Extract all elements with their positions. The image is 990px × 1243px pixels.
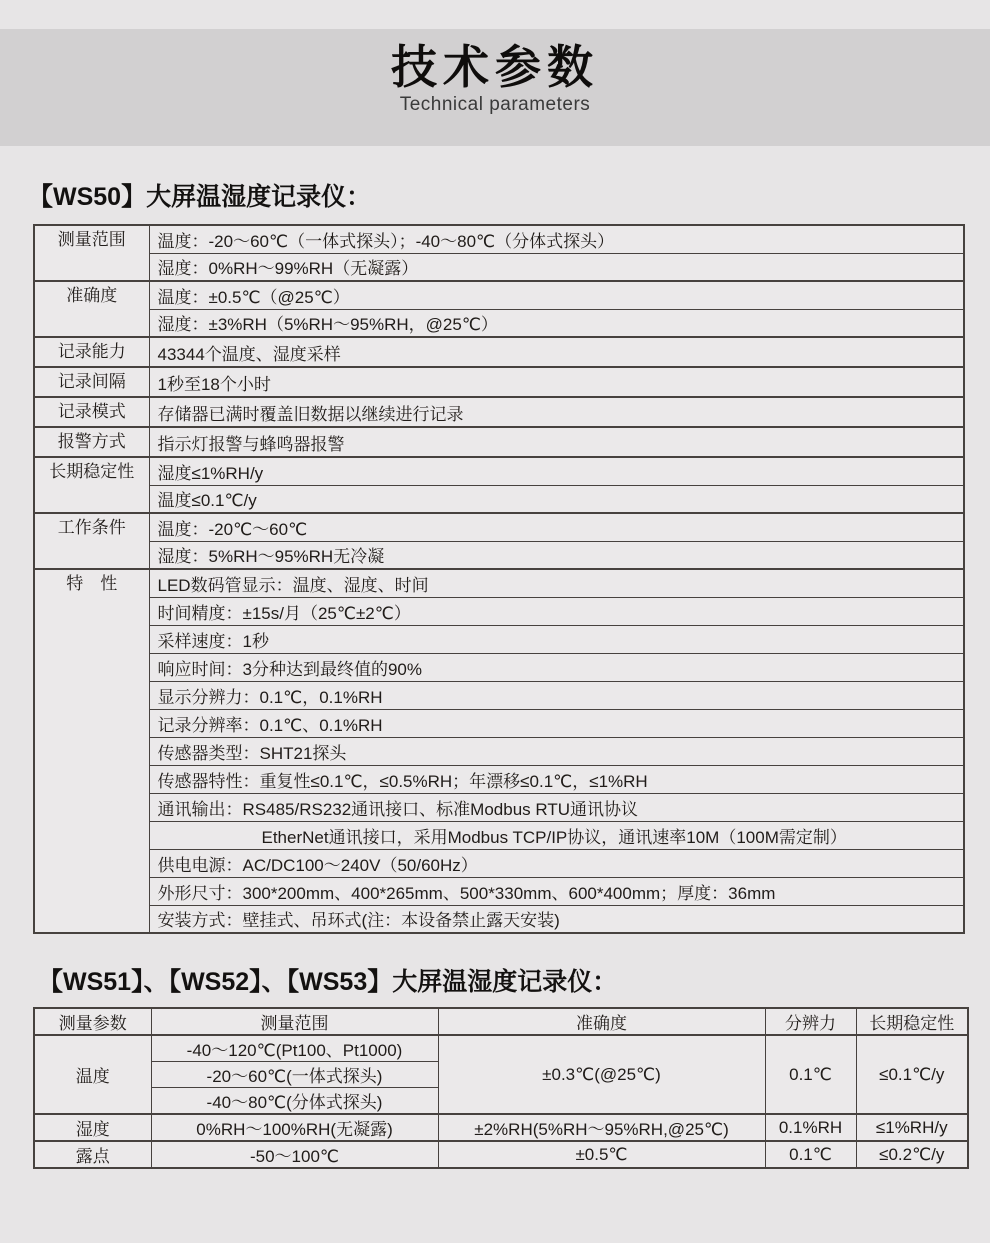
param-stability: ≤0.2℃/y [856, 1141, 968, 1168]
column-header: 长期稳定性 [856, 1008, 968, 1035]
spec-value: 湿度：0%RH～99%RH（无凝露） [149, 253, 964, 281]
param-name: 湿度 [34, 1114, 151, 1141]
header-banner [0, 29, 990, 146]
spec-row [34, 281, 964, 309]
ws50-spec-table [33, 224, 965, 934]
page-title: 技术参数 [391, 41, 599, 93]
spec-row [34, 877, 964, 905]
spec-row [34, 849, 964, 877]
spec-row [34, 597, 964, 625]
spec-row [34, 513, 964, 541]
spec-value: 外形尺寸：300*200mm、400*265mm、500*330mm、600*400mm；厚度：36mm [149, 877, 964, 905]
spec-row [34, 709, 964, 737]
param-range: -50～100℃ [151, 1141, 438, 1168]
spec-row [34, 485, 964, 513]
spec-group-label: 记录模式 [34, 397, 149, 427]
spec-group-label: 特 性 [34, 569, 149, 933]
spec-value: 存储器已满时覆盖旧数据以继续进行记录 [149, 397, 964, 427]
spec-row [34, 681, 964, 709]
spec-value: 安装方式：壁挂式、吊环式(注：本设备禁止露天安装) [149, 905, 964, 933]
ws51-header-row [34, 1008, 968, 1035]
spec-value: 温度≤0.1℃/y [149, 485, 964, 513]
spec-value: 43344个温度、湿度采样 [149, 337, 964, 367]
spec-row [34, 653, 964, 681]
ws51-table-body [34, 1035, 968, 1168]
param-name: 温度 [34, 1035, 151, 1114]
page [0, 29, 990, 1169]
param-range: -20～60℃(一体式探头) [151, 1062, 438, 1088]
column-header: 分辨力 [765, 1008, 856, 1035]
spec-row [34, 569, 964, 597]
spec-value: 湿度≤1%RH/y [149, 457, 964, 485]
spec-value: 通讯输出：RS485/RS232通讯接口、标准Modbus RTU通讯协议 [149, 793, 964, 821]
spec-value: 温度：-20～60℃（一体式探头）；-40～80℃（分体式探头） [149, 225, 964, 253]
spec-group-label: 准确度 [34, 281, 149, 337]
spec-value: 显示分辨力：0.1℃，0.1%RH [149, 681, 964, 709]
spec-value: 湿度：5%RH～95%RH无冷凝 [149, 541, 964, 569]
param-resolution: 0.1℃ [765, 1035, 856, 1114]
spec-row [34, 905, 964, 933]
spec-row [34, 337, 964, 367]
spec-row [34, 821, 964, 849]
param-name: 露点 [34, 1141, 151, 1168]
spec-group-label: 测量范围 [34, 225, 149, 281]
spec-row [34, 457, 964, 485]
spec-value: 1秒至18个小时 [149, 367, 964, 397]
spec-value: EtherNet通讯接口，采用Modbus TCP/IP协议，通讯速率10M（100M需定制） [149, 821, 964, 849]
spec-value: LED数码管显示：温度、湿度、时间 [149, 569, 964, 597]
spec-row [34, 367, 964, 397]
column-header: 测量范围 [151, 1008, 438, 1035]
spec-value: 采样速度：1秒 [149, 625, 964, 653]
column-header: 测量参数 [34, 1008, 151, 1035]
ws50-heading: 【WS50】大屏温湿度记录仪： [28, 183, 372, 211]
param-row [34, 1141, 968, 1168]
spec-value: 温度：±0.5℃（@25℃） [149, 281, 964, 309]
spec-row [34, 765, 964, 793]
page-subtitle: Technical parameters [399, 94, 591, 115]
spec-group-label: 长期稳定性 [34, 457, 149, 513]
param-row [34, 1114, 968, 1141]
param-range: 0%RH～100%RH(无凝露) [151, 1114, 438, 1141]
spec-value: 指示灯报警与蜂鸣器报警 [149, 427, 964, 457]
ws51-spec-table [33, 1007, 969, 1169]
spec-value: 供电电源：AC/DC100～240V（50/60Hz） [149, 849, 964, 877]
param-accuracy: ±0.3℃(@25℃) [438, 1035, 765, 1114]
spec-row [34, 793, 964, 821]
param-range: -40～120℃(Pt100、Pt1000) [151, 1035, 438, 1062]
spec-group-label: 工作条件 [34, 513, 149, 569]
spec-value: 温度：-20℃～60℃ [149, 513, 964, 541]
param-resolution: 0.1℃ [765, 1141, 856, 1168]
spec-row [34, 253, 964, 281]
param-stability: ≤0.1℃/y [856, 1035, 968, 1114]
spec-value: 传感器特性：重复性≤0.1℃，≤0.5%RH；年漂移≤0.1℃，≤1%RH [149, 765, 964, 793]
param-stability: ≤1%RH/y [856, 1114, 968, 1141]
column-header: 准确度 [438, 1008, 765, 1035]
spec-value: 时间精度：±15s/月（25℃±2℃） [149, 597, 964, 625]
ws50-table-body [34, 225, 964, 933]
spec-value: 湿度：±3%RH（5%RH～95%RH，@25℃） [149, 309, 964, 337]
spec-value: 传感器类型：SHT21探头 [149, 737, 964, 765]
spec-row [34, 225, 964, 253]
param-range: -40～80℃(分体式探头) [151, 1088, 438, 1115]
spec-row [34, 309, 964, 337]
param-accuracy: ±0.5℃ [438, 1141, 765, 1168]
ws51-heading: 【WS51】、【WS52】、【WS53】大屏温湿度记录仪： [38, 968, 618, 996]
spec-row [34, 737, 964, 765]
spec-group-label: 记录间隔 [34, 367, 149, 397]
param-accuracy: ±2%RH(5%RH～95%RH,@25℃) [438, 1114, 765, 1141]
spec-row [34, 397, 964, 427]
spec-group-label: 报警方式 [34, 427, 149, 457]
param-resolution: 0.1%RH [765, 1114, 856, 1141]
param-row [34, 1035, 968, 1062]
spec-group-label: 记录能力 [34, 337, 149, 367]
spec-row [34, 427, 964, 457]
spec-value: 响应时间：3分种达到最终值的90% [149, 653, 964, 681]
spec-row [34, 541, 964, 569]
spec-row [34, 625, 964, 653]
spec-value: 记录分辨率：0.1℃、0.1%RH [149, 709, 964, 737]
